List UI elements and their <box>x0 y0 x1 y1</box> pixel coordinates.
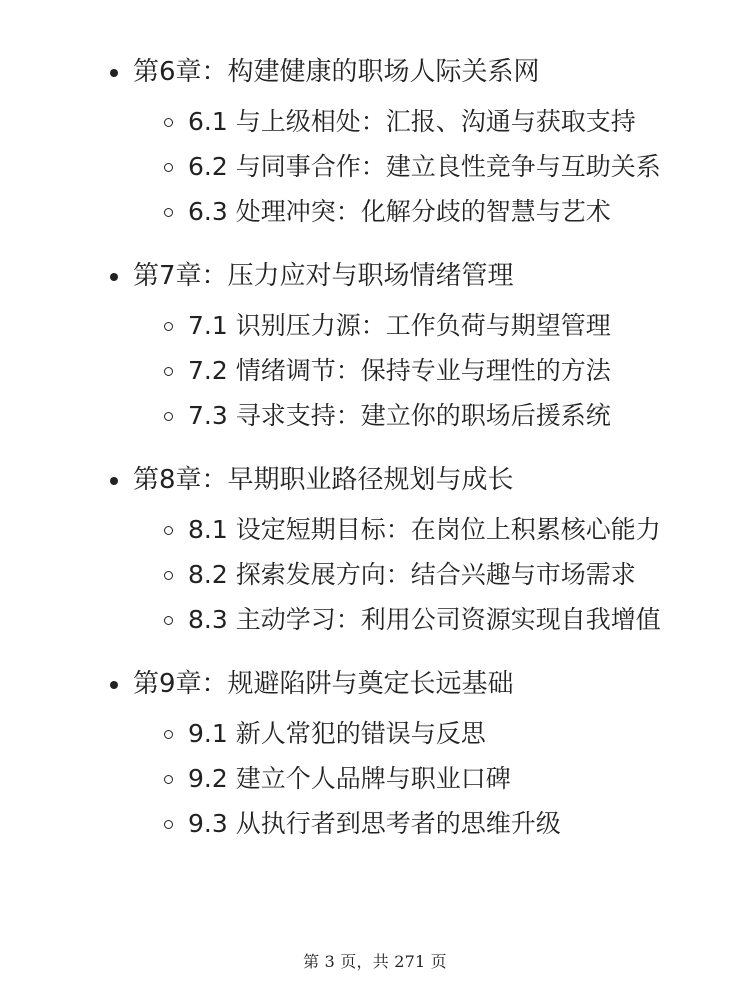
hollow-bullet-icon <box>164 163 173 172</box>
section-item <box>0 759 750 798</box>
section-list <box>0 714 750 843</box>
hollow-bullet-icon <box>164 526 173 535</box>
hollow-bullet-icon <box>164 412 173 421</box>
section-item <box>0 600 750 639</box>
hollow-bullet-icon <box>164 322 173 331</box>
section-title: 9.2 建立个人品牌与职业口碑 <box>188 764 511 793</box>
section-item <box>0 804 750 843</box>
section-title: 6.2 与同事合作：建立良性竞争与互助关系 <box>188 152 661 181</box>
section-list <box>0 510 750 639</box>
chapter-title: 第8章：早期职业路径规划与成长 <box>133 465 514 496</box>
section-title: 7.3 寻求支持：建立你的职场后援系统 <box>188 401 611 430</box>
hollow-bullet-icon <box>164 730 173 739</box>
section-title: 6.1 与上级相处：汇报、沟通与获取支持 <box>188 107 636 136</box>
chapter-9 <box>0 657 750 843</box>
chapter-row <box>0 453 750 508</box>
section-title: 7.2 情绪调节：保持专业与理性的方法 <box>188 356 611 385</box>
hollow-bullet-icon <box>164 820 173 829</box>
section-list <box>0 102 750 231</box>
chapter-row <box>0 249 750 304</box>
section-item <box>0 306 750 345</box>
section-item <box>0 192 750 231</box>
hollow-bullet-icon <box>164 571 173 580</box>
chapter-6 <box>0 45 750 231</box>
hollow-bullet-icon <box>164 616 173 625</box>
page-footer: 第 3 页，共 271 页 <box>303 952 447 971</box>
hollow-bullet-icon <box>164 367 173 376</box>
hollow-bullet-icon <box>164 208 173 217</box>
hollow-bullet-icon <box>164 775 173 784</box>
chapter-7 <box>0 249 750 435</box>
section-title: 8.3 主动学习：利用公司资源实现自我增值 <box>188 605 661 634</box>
table-of-contents <box>0 45 750 861</box>
section-title: 9.1 新人常犯的错误与反思 <box>188 719 486 748</box>
chapter-8 <box>0 453 750 639</box>
chapter-row <box>0 45 750 100</box>
section-item <box>0 102 750 141</box>
chapter-title: 第7章：压力应对与职场情绪管理 <box>133 261 514 292</box>
section-title: 6.3 处理冲突：化解分歧的智慧与艺术 <box>188 197 611 226</box>
section-list <box>0 306 750 435</box>
section-title: 7.1 识别压力源：工作负荷与期望管理 <box>188 311 611 340</box>
hollow-bullet-icon <box>164 118 173 127</box>
section-item <box>0 510 750 549</box>
section-item <box>0 555 750 594</box>
section-item <box>0 351 750 390</box>
chapter-row <box>0 657 750 712</box>
solid-bullet-icon <box>110 69 118 77</box>
section-item <box>0 714 750 753</box>
solid-bullet-icon <box>110 477 118 485</box>
section-item <box>0 396 750 435</box>
solid-bullet-icon <box>110 681 118 689</box>
chapter-title: 第9章：规避陷阱与奠定长远基础 <box>133 669 514 700</box>
section-title: 8.2 探索发展方向：结合兴趣与市场需求 <box>188 560 636 589</box>
section-title: 8.1 设定短期目标：在岗位上积累核心能力 <box>188 515 661 544</box>
section-item <box>0 147 750 186</box>
solid-bullet-icon <box>110 273 118 281</box>
chapter-title: 第6章：构建健康的职场人际关系网 <box>133 57 540 88</box>
section-title: 9.3 从执行者到思考者的思维升级 <box>188 809 561 838</box>
